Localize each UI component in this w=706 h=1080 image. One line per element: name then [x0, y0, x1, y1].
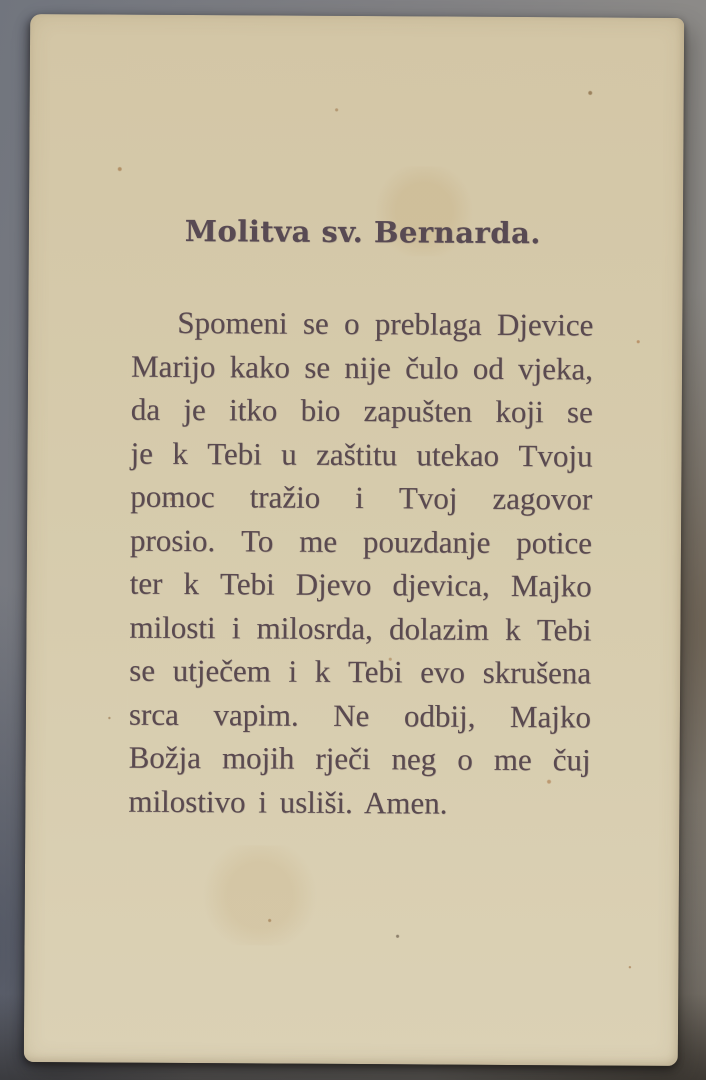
prayer-line: je k Tebi u zaštitu utekao Tvoju — [130, 435, 593, 473]
prayer-line: ter k Tebi Djevo djevica, Majko — [129, 565, 592, 604]
prayer-card — [24, 14, 684, 1066]
prayer-body — [128, 301, 593, 826]
prayer-line: milosti i milosrda, dolazim k Tebi — [129, 609, 592, 647]
prayer-line: prosio. To me pouzdanje potice — [129, 522, 593, 560]
prayer-line: pomoc tražio i Tvoj zagovor — [130, 478, 593, 517]
prayer-title: Molitva sv. Bernarda. — [184, 213, 542, 251]
prayer-line: se utječem i k Tebi evo skrušena — [129, 652, 592, 691]
prayer-line: milostivo i usliši. Amen. — [128, 783, 448, 821]
prayer-line: srca vapim. Ne odbij, Majko — [128, 696, 592, 734]
prayer-line: Marijo kako se nije čulo od vjeka, — [130, 348, 594, 386]
prayer-line: Spomeni se o preblaga Djevice — [177, 304, 594, 343]
prayer-content — [128, 15, 595, 826]
prayer-line: da je itko bio zapušten koji se — [130, 391, 593, 430]
prayer-line: Božja mojih rječi neg o me čuj — [128, 739, 591, 778]
